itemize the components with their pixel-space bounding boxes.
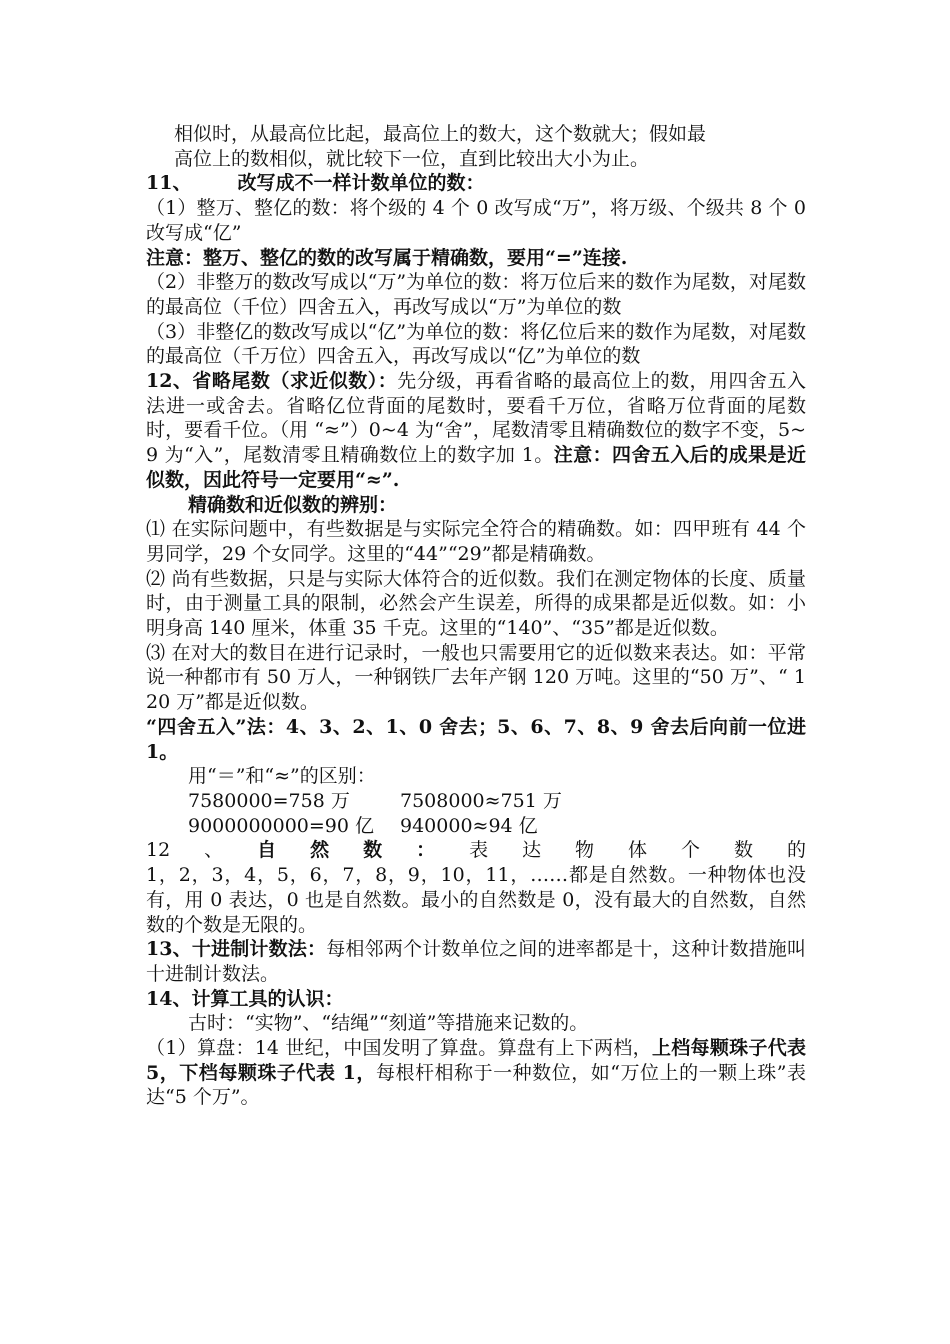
document-page — [146, 122, 806, 1110]
note-approx: 注意：四舍五入后的成果是近似数，因此符号一定要用“≈”. — [146, 444, 806, 491]
natural-number-body: 1，2，3，4，5，6，7，8，9，10，11，……都是自然数。一种物体也没有，用 0 表达，0 也是自然数。最小的自然数是 0，没有最大的自然数，自然数的个数是无限的。 — [146, 864, 806, 936]
paragraph-11-2: （2）非整万的数改写成以“万”为单位的数：将万位后来的数作为尾数，对尾数的最高位（千位）四舍五入，再改写成以“万”为单位的数 — [146, 271, 806, 318]
heading-exact-approx: 精确数和近似数的辨别： — [188, 493, 398, 516]
natural-number-heading: 12 、 自 然 数 ： 表 达 物 体 个 数 的 — [146, 839, 806, 862]
paragraph-14-ancient: 古时：“实物”、“结绳”“刻道”等措施来记数的。 — [188, 1012, 589, 1035]
diff-row-2 — [146, 814, 806, 839]
rounding-rule: “四舍五入”法：4、3、2、1、0 舍去；5、6、7、8、9 舍去后向前一位进 1。 — [146, 715, 806, 763]
example-1: ⑴ 在实际问题中，有些数据是与实际完全符合的精确数。如：四甲班有 44 个男同学，29 个女同学。这里的“44”“29”都是精确数。 — [146, 518, 806, 565]
diff-approx-2: 940000≈94 亿 — [400, 814, 538, 837]
example-2: ⑵ 尚有些数据，只是与实际大体符合的近似数。我们在测定物体的长度、质量时，由于测量工具的限制，必然会产生误差，所得的成果都是近似数。如：小明身高 140 厘米，体重 35 千克。这里的“140”、“35”都是近似数。 — [146, 567, 806, 640]
diff-title: 用“＝”和“≈”的区别： — [188, 765, 376, 788]
diff-exact-1: 7580000=758 万 — [188, 789, 350, 812]
diff-exact-2: 9000000000=90 亿 — [188, 814, 375, 837]
heading-12: 12、省略尾数（求近似数）： — [146, 370, 398, 393]
paragraph-12-omit: 12、省略尾数（求近似数）：先分级，再看省略的最高位上的数，用四舍五入法进一或舍去。省略亿位背面的尾数时，要看千万位，省略万位背面的尾数时，要看千位。（用 “≈”）0~4 为“舍”，尾数清零且精确数位的数字不变，5~9 为“入”，尾数清零且精确数位上的数字加 1。注意：四舍五入后的成果是近似数，因此符号一定要用“≈”. — [146, 370, 806, 491]
paragraph-13: 13、十进制计数法：每相邻两个计数单位之间的进率都是十，这种计数措施叫十进制计数法。 — [146, 938, 806, 985]
example-3: ⑶ 在对大的数目在进行记录时，一般也只需要用它的近似数来表达。如：平常说一种都市有 50 万人，一种钢铁厂去年产钢 120 万吨。这里的“50 万”、“ 120 万”都是近似数。 — [146, 641, 806, 714]
heading-11: 11、 改写成不一样计数单位的数： — [146, 172, 485, 195]
heading-13: 13、十进制计数法： — [146, 938, 327, 961]
diff-approx-1: 7508000≈751 万 — [400, 789, 562, 812]
paragraph-11-3: （3）非整亿的数改写成以“亿”为单位的数：将亿位后来的数作为尾数，对尾数的最高位（千万位）四舍五入，再改写成以“亿”为单位的数 — [146, 320, 806, 368]
note-exact: 注意：整万、整亿的数的改写属于精确数，要用“=”连接. — [146, 246, 628, 269]
diff-row-1 — [146, 789, 806, 814]
paragraph-11-1: （1）整万、整亿的数：将个级的 4 个 0 改写成“万”，将万级、个级共 8 个 0 改写成“亿” — [146, 197, 806, 244]
heading-14: 14、计算工具的认识： — [146, 987, 344, 1010]
paragraph-14-abacus: （1）算盘：14 世纪，中国发明了算盘。算盘有上下两档，上档每颗珠子代表 5，下档每颗珠子代表 1，每根杆相称于一种数位，如“万位上的一颗上珠”表达“5 个万”。 — [146, 1037, 806, 1109]
paragraph-compare-end: 相似时，从最高位比起，最高位上的数大，这个数就大；假如最 高位上的数相似，就比较下一位，直到比较出大小为止。 — [174, 123, 707, 170]
